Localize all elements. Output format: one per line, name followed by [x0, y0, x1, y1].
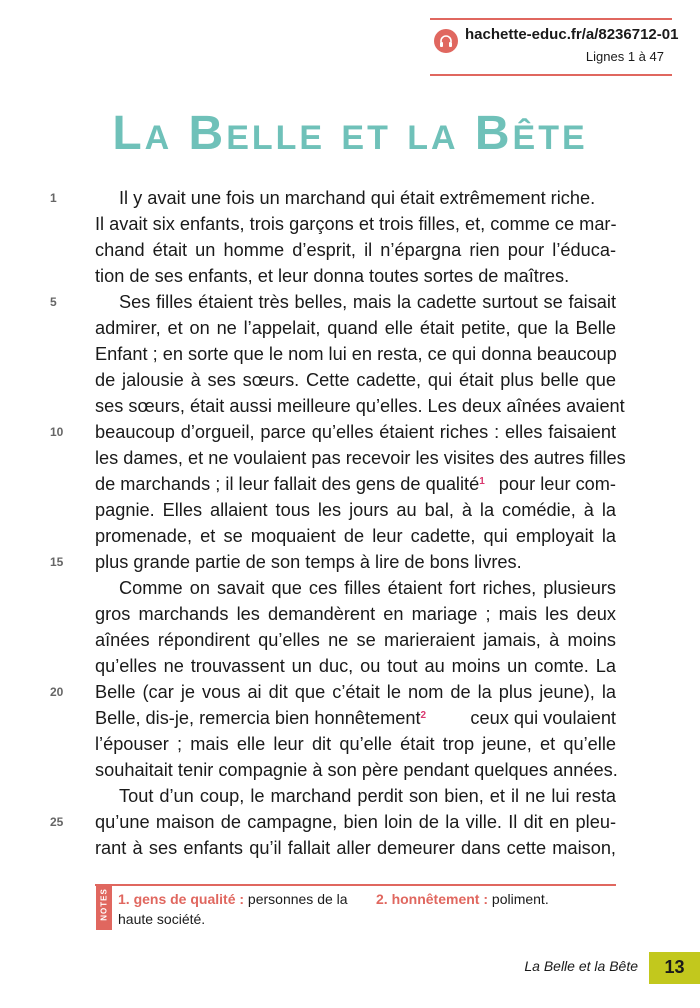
text-line: Tout d’un coup, le marchand perdit son bien, et il ne lui resta: [119, 786, 616, 806]
text-line: Belle (car je vous ai dit que c’était le nom de la plus jeune), la: [95, 682, 616, 702]
footnote-term: 2. honnêtement :: [376, 891, 489, 907]
text-line: Enfant ; en sorte que le nom lui en resta, ce qui donna beaucoup: [95, 344, 617, 364]
text-line: pagnie. Elles allaient tous les jours au bal, à la comédie, à la: [95, 500, 616, 520]
text-line: beaucoup d’orgueil, parce qu’elles étaient riches : elles faisaient: [95, 422, 616, 442]
text-line: ses sœurs, était aussi meilleure qu’elles. Les deux aînées avaient: [95, 396, 625, 416]
line-number: 25: [50, 815, 64, 829]
audio-link-box: [430, 18, 679, 76]
headphones-icon[interactable]: [434, 29, 458, 53]
text-segment: pour leur com-: [498, 474, 616, 494]
text-line: rant à ses enfants qu’il fallait aller demeurer dans cette maison,: [95, 838, 616, 858]
audio-url-link[interactable]: hachette-educ.fr/a/8236712-01: [465, 26, 679, 43]
page-title: La Belle et la Bête: [112, 107, 588, 160]
footnote-2-mark[interactable]: 2: [420, 710, 427, 721]
line-number: 15: [50, 555, 64, 569]
text-line: Ses filles étaient très belles, mais la cadette surtout se faisait: [119, 292, 616, 312]
page-number: 13: [664, 957, 685, 977]
notes-tab-label: NOTES: [99, 888, 109, 921]
text-line: qu’elles ne trouvassent un duc, ou tout au moins un comte. La: [95, 656, 616, 676]
text-line: gros marchands les demandèrent en mariage ; mais les deux: [95, 604, 616, 624]
text-line: admirer, et on ne l’appelait, quand elle était petite, que la Belle: [95, 318, 616, 338]
footnote-definition: personnes de la: [247, 891, 348, 907]
text-line: aînées répondirent qu’elles ne se marieraient jamais, à moins: [95, 630, 616, 650]
text-line: tion de ses enfants, et leur donna toutes sortes de maîtres.: [95, 266, 570, 286]
footnote-2: [376, 889, 616, 909]
text-line: Comme on savait que ces filles étaient fort riches, plusieurs: [119, 578, 616, 598]
text-line: [95, 705, 616, 731]
footnote-definition: haute société.: [118, 911, 206, 927]
footnote-definition: poliment.: [491, 891, 549, 907]
page-number-box: [649, 952, 700, 984]
notes-tab: [96, 886, 112, 930]
notes-divider: [95, 884, 616, 886]
text-segment: ceux qui voulaient: [470, 708, 616, 728]
text-line: promenade, et se moquaient de leur cadette, qui employait la: [95, 526, 616, 546]
text-line: qu’une maison de campagne, bien loin de la ville. Il dit en pleu-: [95, 812, 616, 832]
footnote-1-mark[interactable]: 1: [479, 476, 485, 487]
line-number: 1: [50, 191, 57, 205]
text-segment: Belle, dis-je, remercia bien honnêtement: [95, 708, 421, 728]
text-line: souhaitait tenir compagnie à son père pendant quelques années.: [95, 760, 618, 780]
running-footer-title: La Belle et la Bête: [524, 958, 638, 974]
lines-range: Lignes 1 à 47: [585, 49, 664, 64]
text-line: Il avait six enfants, trois garçons et trois filles, et, comme ce mar-: [95, 214, 617, 234]
text-line: de jalousie à ses sœurs. Cette cadette, qui était plus belle que: [95, 370, 616, 390]
line-number: 20: [50, 685, 64, 699]
footnote-1: [118, 889, 358, 929]
line-number: 10: [50, 425, 64, 439]
line-number: 5: [50, 295, 57, 309]
text-line: plus grande partie de son temps à lire de bons livres.: [95, 552, 522, 572]
text-segment: de marchands ; il leur fallait des gens de qualité: [95, 474, 480, 494]
text-line: Il y avait une fois un marchand qui était extrêmement riche.: [119, 188, 596, 208]
text-line: l’épouser ; mais elle leur dit qu’elle était trop jeune, et qu’elle: [95, 734, 616, 754]
text-line: chand était un homme d’esprit, il n’épargna rien pour l’éduca-: [95, 240, 616, 260]
text-line: [95, 471, 616, 497]
footnote-term: 1. gens de qualité :: [118, 891, 245, 907]
text-line: les dames, et ne voulaient pas recevoir les visites des autres filles: [95, 448, 626, 468]
